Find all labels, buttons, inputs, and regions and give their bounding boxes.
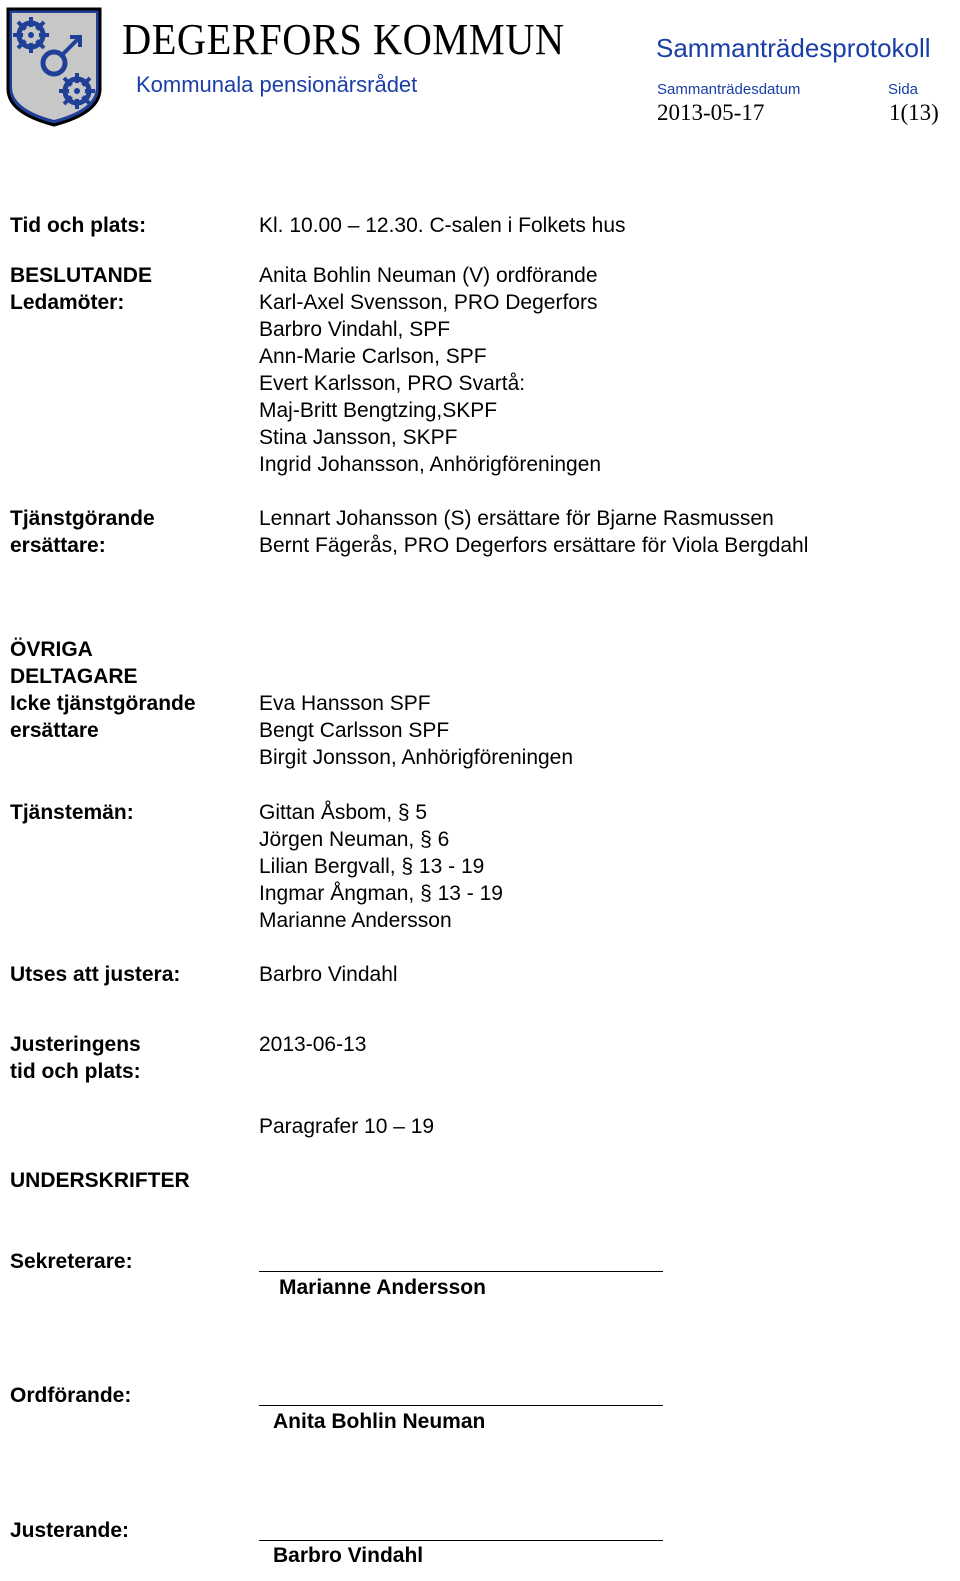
list-item: Anita Bohlin Neuman (V) ordförande: [259, 264, 598, 287]
others-label-line: Icke tjänstgörande: [10, 692, 196, 715]
non-serving-subs-list: [259, 690, 573, 771]
officials-label: Tjänstemän:: [10, 801, 134, 824]
chair-label: Ordförande:: [10, 1384, 132, 1407]
list-item: Gittan Åsbom, § 5: [259, 801, 428, 824]
others-label-line: ÖVRIGA: [10, 638, 93, 661]
coat-of-arms-gears-icon: [4, 5, 104, 129]
list-item: Marianne Andersson: [259, 909, 452, 932]
list-item: Evert Karlsson, PRO Svartå:: [259, 372, 526, 395]
council-name: Kommunala pensionärsrådet: [136, 72, 418, 97]
secretary-signature-line: [259, 1271, 663, 1272]
secretary-name: Marianne Andersson: [279, 1276, 486, 1299]
list-item: Birgit Jonsson, Anhörigföreningen: [259, 746, 574, 769]
adjust-time-value: 2013-06-13: [259, 1033, 367, 1056]
serving-subs-label-1: Tjänstgörande: [10, 507, 155, 530]
time-place-value: Kl. 10.00 – 12.30. C-salen i Folkets hus: [259, 214, 626, 237]
chair-signature-line: [259, 1405, 663, 1406]
meeting-date: 2013-05-17: [657, 100, 765, 125]
page-label: Sida: [888, 81, 919, 98]
page-number: 1(13): [889, 100, 939, 125]
serving-subs-label-2: ersättare:: [10, 534, 106, 557]
list-item: Bengt Carlsson SPF: [259, 719, 450, 742]
adjust-time-label-1: Justeringens: [10, 1033, 141, 1056]
adjuster-signature-line: [259, 1540, 663, 1541]
list-item: Jörgen Neuman, § 6: [259, 828, 450, 851]
members-list: [259, 262, 601, 478]
others-label-line: ersättare: [10, 719, 99, 742]
list-item: Eva Hansson SPF: [259, 692, 431, 715]
adjuster-name: Barbro Vindahl: [273, 1544, 424, 1567]
others-label-line: DELTAGARE: [10, 665, 138, 688]
paragraphs-value: Paragrafer 10 – 19: [259, 1115, 435, 1138]
list-item: Stina Jansson, SKPF: [259, 426, 458, 449]
list-item: Ingrid Johansson, Anhörigföreningen: [259, 453, 602, 476]
list-item: Lennart Johansson (S) ersättare för Bjarne Rasmussen: [259, 507, 774, 530]
doc-type: Sammanträdesprotokoll: [656, 33, 931, 63]
list-item: Maj-Britt Bengtzing,SKPF: [259, 399, 498, 422]
signatures-heading: UNDERSKRIFTER: [10, 1169, 190, 1192]
list-item: Lilian Bergvall, § 13 - 19: [259, 855, 485, 878]
decision-label-2: Ledamöter:: [10, 291, 125, 314]
decision-label-1: BESLUTANDE: [10, 264, 152, 287]
adjuster-label: Justerande:: [10, 1519, 130, 1542]
org-name: DEGERFORS KOMMUN: [122, 15, 565, 64]
secretary-label: Sekreterare:: [10, 1250, 133, 1273]
officials-list: [259, 799, 503, 934]
date-label: Sammanträdesdatum: [657, 81, 801, 98]
adjust-value: Barbro Vindahl: [259, 963, 398, 986]
list-item: Karl-Axel Svensson, PRO Degerfors: [259, 291, 598, 314]
adjust-label: Utses att justera:: [10, 963, 181, 986]
list-item: Ingmar Ångman, § 13 - 19: [259, 882, 503, 905]
adjust-time-label-2: tid och plats:: [10, 1060, 141, 1083]
chair-name: Anita Bohlin Neuman: [273, 1410, 486, 1433]
serving-subs-list: [259, 505, 808, 559]
list-item: Barbro Vindahl, SPF: [259, 318, 451, 341]
others-label: [10, 636, 196, 744]
list-item: Ann-Marie Carlson, SPF: [259, 345, 487, 368]
list-item: Bernt Fägerås, PRO Degerfors ersättare för Viola Bergdahl: [259, 534, 809, 557]
time-place-label: Tid och plats:: [10, 214, 147, 237]
